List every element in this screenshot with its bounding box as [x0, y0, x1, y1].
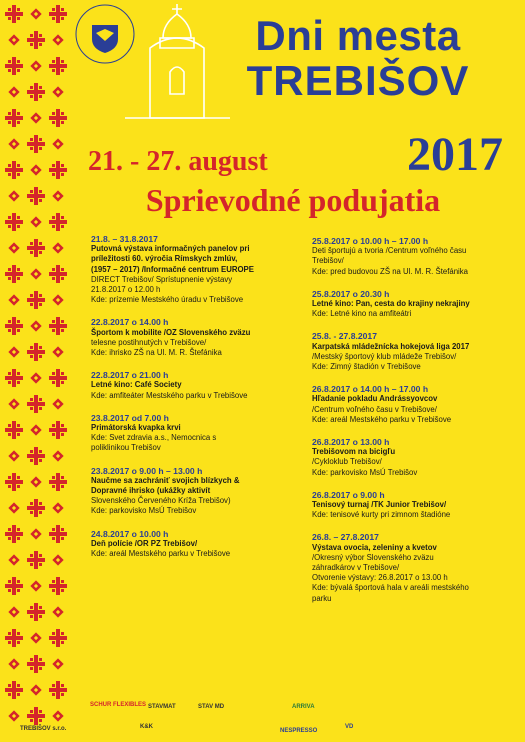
poster-subtitle: Sprievodné podujatia	[145, 182, 441, 218]
event-detail-line: Deti športujú a tvoria /Centrum voľného času	[312, 246, 467, 256]
event-item	[312, 532, 520, 603]
event-detail-line: Kde: areál Mestského parku v Trebišove	[312, 414, 452, 424]
sponsor-logo: TREBIŠOV s.r.o.	[20, 726, 67, 732]
event-detail-line: /Centrum voľného času v Trebišove/	[312, 404, 437, 414]
event-date: 26.8.2017 o 14.00 h – 17.00 h	[312, 384, 429, 395]
event-date: 23.8.2017 od 7.00 h	[91, 412, 169, 423]
event-detail-line: Hľadanie pokladu Andrássyovcov	[312, 394, 438, 404]
event-detail-line: Trebišov/	[312, 256, 344, 266]
event-item	[312, 236, 520, 277]
event-detail-line: Deň polície /OR PZ Trebišov/	[91, 538, 198, 548]
event-detail-line: poliklinikou Trebišov	[91, 443, 161, 453]
event-detail-line: /Mestský športový klub mládeže Trebišov/	[312, 351, 457, 361]
event-date: 26.8.2017 o 9.00 h	[312, 489, 385, 500]
event-item	[91, 370, 306, 401]
event-detail-line: Slovenského Červeného Kríža Trebišov)	[91, 496, 231, 506]
event-date: 26.8.2017 o 13.00 h	[312, 437, 390, 448]
sponsor-logo: K&K	[140, 724, 153, 730]
events-right-column	[312, 236, 520, 616]
event-detail-line: /Okresný výbor Slovenského zväzu	[312, 552, 434, 562]
event-detail-line: Kde: bývalá športová hala v areáli mestského	[312, 583, 469, 593]
event-date: 24.8.2017 o 10.00 h	[91, 528, 169, 539]
event-detail-line: Otvorenie výstavy: 26.8.2017 o 13.00 h	[312, 573, 448, 583]
event-detail-line: Kde: areál Mestského parku v Trebišove	[91, 549, 231, 559]
event-dates: 21. - 27. august	[88, 146, 268, 177]
event-detail-line: Kde: ihrisko ZŠ na Ul. M. R. Štefánika	[91, 348, 222, 358]
event-detail-line: DIRECT Trebišov/ Sprístupnenie výstavy	[91, 274, 233, 284]
poster-title	[196, 12, 520, 104]
event-detail-line: (1957 – 2017) /Informačné centrum EUROPE	[91, 264, 254, 274]
event-detail-line: Letné kino: Pan, cesta do krajiny nekrajiny	[312, 299, 470, 309]
event-detail-line: Kde: pred budovou ZŠ na Ul. M. R. Štefánika	[312, 266, 469, 276]
event-item	[91, 466, 306, 517]
sponsor-logo: ARRIVA	[292, 704, 315, 710]
event-detail-line: 21.8.2017 o 12.00 h	[91, 285, 161, 295]
event-item	[312, 289, 520, 320]
event-item	[312, 384, 520, 425]
event-detail-line: Putovná výstava informačných panelov pri	[91, 244, 250, 254]
event-detail-line: Kde: Zimný štadión v Trebišove	[312, 362, 421, 372]
event-item	[91, 234, 306, 305]
event-detail-line: Kde: Letné kino na amfiteátri	[312, 309, 412, 319]
event-detail-line: Primátorská kvapka krvi	[91, 423, 181, 433]
event-date: 22.8.2017 o 21.00 h	[91, 370, 169, 381]
event-detail-line: Kde: prízemie Mestského úradu v Trebišove	[91, 295, 244, 305]
event-detail-line: Kde: Svet zdravia a.s., Nemocnica s	[91, 433, 217, 443]
event-item	[312, 437, 520, 478]
event-item	[91, 413, 306, 454]
sponsor-logo: VD	[345, 724, 354, 730]
event-year: 2017	[407, 128, 503, 181]
event-detail-line: Naučme sa zachrániť svojich blízkych &	[91, 475, 240, 485]
event-item	[91, 529, 306, 560]
events-left-column	[91, 234, 306, 571]
event-detail-line: parku	[312, 593, 332, 603]
event-date: 25.8.2017 o 20.30 h	[312, 288, 390, 299]
sponsor-logo: NESPRESSO	[280, 728, 318, 734]
event-detail-line: záhradkárov v Trebišove/	[312, 563, 400, 573]
event-detail-line: Kde: parkovisko MsÚ Trebišov	[91, 506, 197, 516]
event-date: 21.8. – 31.8.2017	[91, 234, 158, 244]
title-line-2: TREBIŠOV	[246, 57, 470, 104]
event-detail-line: Dopravné ihrisko (ukážky aktivít	[91, 486, 211, 496]
event-detail-line: príležitosti 60. výročia Rímskych zmlúv,	[91, 254, 238, 264]
event-detail-line: Kde: parkovisko MsÚ Trebišov	[312, 467, 418, 477]
event-detail-line: Kde: tenisové kurty pri zimnom štadióne	[312, 510, 451, 520]
event-detail-line: /Cykloklub Trebišov/	[312, 457, 382, 467]
event-detail-line: Tenisový turnaj /TK Junior Trebišov/	[312, 500, 447, 510]
event-date: 23.8.2017 o 9.00 h – 13.00 h	[91, 465, 203, 476]
event-detail-line: Výstava ovocia, zeleniny a kvetov	[312, 542, 437, 552]
sponsor-logo: STAVMAT	[148, 704, 176, 710]
title-line-1: Dni mesta	[255, 12, 461, 59]
event-date: 26.8. – 27.8.2017	[312, 532, 379, 543]
event-detail-line: Športom k mobilite /OZ Slovenského zväzu	[91, 327, 251, 337]
event-detail-line: Karpatská mládežnícka hokejová liga 2017	[312, 341, 470, 351]
sponsor-logo: SCHUR FLEXIBLES	[90, 702, 147, 708]
event-date: 25.8.2017 o 10.00 h – 17.00 h	[312, 236, 429, 246]
folk-ornament-border	[0, 0, 72, 742]
event-item	[312, 331, 520, 372]
event-detail-line: Kde: amfiteáter Mestského parku v Trebišove	[91, 390, 248, 400]
event-detail-line: Trebišovom na bicigľu	[312, 447, 396, 457]
sponsor-logo: STAV MD	[198, 704, 225, 710]
event-date: 25.8. - 27.8.2017	[312, 331, 377, 342]
sponsors-strip	[0, 694, 525, 742]
event-item	[91, 317, 306, 358]
event-date: 22.8.2017 o 14.00 h	[91, 317, 169, 328]
event-detail-line: telesne postihnutých v Trebišove/	[91, 337, 207, 347]
event-item	[312, 490, 520, 521]
event-detail-line: Letné kino: Café Society	[91, 380, 182, 390]
